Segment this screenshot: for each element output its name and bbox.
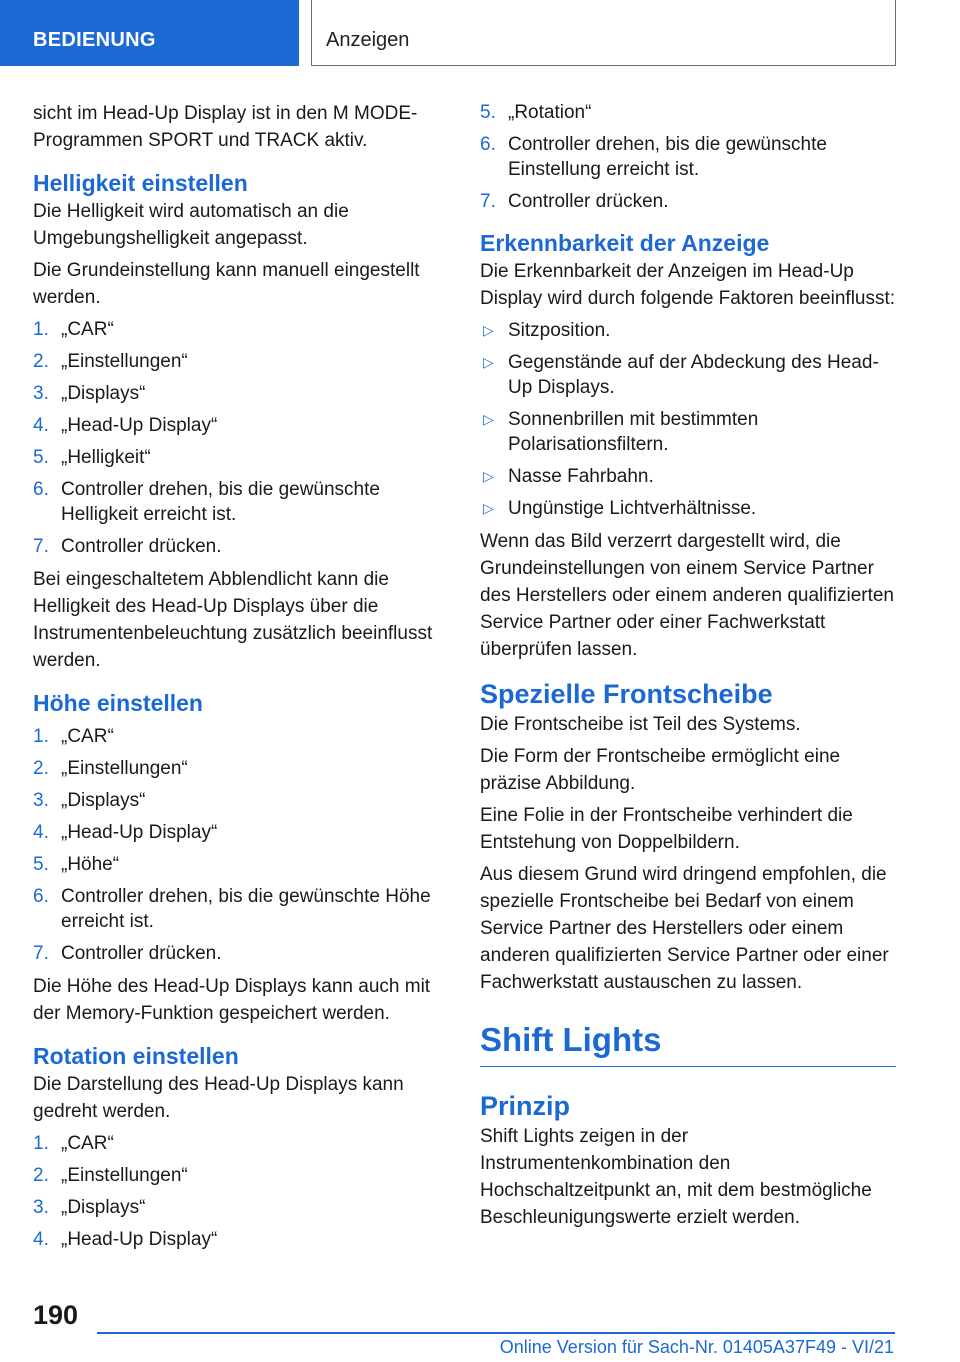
section-tab bbox=[0, 0, 299, 66]
list-item bbox=[33, 756, 449, 781]
step-text: „Head-Up Display“ bbox=[61, 822, 218, 843]
list-item bbox=[33, 852, 449, 877]
bullet-text: Gegenstände auf der Abdeckung des Head-Up Displays. bbox=[508, 352, 879, 398]
bullet-text: Sonnenbrillen mit bestimmten Polarisationsfiltern. bbox=[508, 409, 759, 455]
triangle-bullet-icon: ▷ bbox=[483, 500, 494, 516]
step-number: 3. bbox=[33, 1197, 49, 1218]
visibility-text-2: Wenn das Bild verzerrt dargestellt wird, die Grundeinstellungen von einem Service Partner des Herstellers oder einem anderen qualifizierten Service Partner oder einer Fachwerkstatt überprüfen lassen. bbox=[480, 531, 895, 660]
step-text: Controller drücken. bbox=[61, 536, 222, 557]
rotation-text: Die Darstellung des Head-Up Displays kann gedreht werden. bbox=[33, 1074, 404, 1122]
footer-text: Online Version für Sach-Nr. 01405A37F49 - VI/21 bbox=[499, 1337, 894, 1357]
list-item bbox=[33, 1131, 449, 1156]
heading-principle: Prinzip bbox=[480, 1091, 571, 1121]
step-text: Controller drehen, bis die gewünschte Helligkeit erreicht ist. bbox=[61, 479, 380, 525]
windshield-text-3: Eine Folie in der Frontscheibe verhindert die Entstehung von Doppelbildern. bbox=[480, 805, 853, 853]
triangle-bullet-icon: ▷ bbox=[483, 322, 494, 338]
bullet-text: Sitzposition. bbox=[508, 320, 611, 341]
list-item bbox=[33, 317, 449, 342]
brightness-text-1: Die Helligkeit wird automatisch an die Umgebungshelligkeit angepasst. bbox=[33, 201, 349, 249]
step-number: 5. bbox=[33, 854, 49, 875]
list-item bbox=[33, 349, 449, 374]
step-number: 5. bbox=[480, 102, 496, 123]
heading-windshield: Spezielle Frontscheibe bbox=[480, 679, 773, 709]
list-item bbox=[480, 132, 896, 182]
bullet-text: Nasse Fahrbahn. bbox=[508, 466, 654, 487]
list-item bbox=[33, 413, 449, 438]
step-text: „Displays“ bbox=[61, 383, 146, 404]
principle-text: Shift Lights zeigen in der Instrumentenkombination den Hochschaltzeitpunkt an, mit dem bestmögliche Beschleunigungswerte erzielt werden. bbox=[480, 1126, 872, 1228]
list-item bbox=[480, 464, 896, 489]
height-steps bbox=[33, 724, 449, 966]
step-number: 3. bbox=[33, 383, 49, 404]
step-text: „Head-Up Display“ bbox=[61, 415, 218, 436]
step-number: 2. bbox=[33, 758, 49, 779]
step-number: 7. bbox=[33, 536, 49, 557]
windshield-text-1: Die Frontscheibe ist Teil des Systems. bbox=[480, 714, 801, 735]
step-number: 1. bbox=[33, 319, 49, 340]
step-number: 4. bbox=[33, 1229, 49, 1250]
triangle-bullet-icon: ▷ bbox=[483, 411, 494, 427]
list-item bbox=[33, 477, 449, 527]
brightness-note: Bei eingeschaltetem Abblendlicht kann die Helligkeit des Head-Up Displays über die Instrumentenbeleuchtung zusätzlich beeinflusst werden. bbox=[33, 569, 433, 671]
list-item bbox=[480, 407, 896, 457]
list-item bbox=[33, 1227, 449, 1252]
visibility-factors bbox=[480, 318, 896, 521]
step-number: 4. bbox=[33, 415, 49, 436]
list-item bbox=[480, 318, 896, 343]
step-text: „CAR“ bbox=[61, 1133, 114, 1154]
list-item bbox=[33, 941, 449, 966]
chapter-tab bbox=[311, 0, 896, 66]
step-text: „Displays“ bbox=[61, 1197, 146, 1218]
step-text: Controller drücken. bbox=[61, 943, 222, 964]
list-item bbox=[480, 189, 896, 214]
chapter-label: Anzeigen bbox=[326, 29, 410, 51]
list-item bbox=[480, 100, 896, 125]
brightness-text-2: Die Grundeinstellung kann manuell eingestellt werden. bbox=[33, 260, 420, 308]
bullet-text: Ungünstige Lichtverhältnisse. bbox=[508, 498, 757, 519]
intro-text: sicht im Head-Up Display ist in den M MODE-Programmen SPORT und TRACK aktiv. bbox=[33, 103, 418, 151]
list-item bbox=[480, 350, 896, 400]
list-item bbox=[33, 1195, 449, 1220]
step-number: 6. bbox=[33, 479, 49, 500]
heading-visibility: Erkennbarkeit der Anzeige bbox=[480, 230, 770, 256]
chapter-heading-shift-lights: Shift Lights bbox=[480, 1018, 896, 1067]
step-number: 2. bbox=[33, 1165, 49, 1186]
section-label: BEDIENUNG bbox=[33, 29, 156, 51]
step-number: 1. bbox=[33, 1133, 49, 1154]
step-number: 5. bbox=[33, 447, 49, 468]
windshield-text-2: Die Form der Frontscheibe ermöglicht eine präzise Abbildung. bbox=[480, 746, 841, 794]
height-note: Die Höhe des Head-Up Displays kann auch mit der Memory-Funktion gespeichert werden. bbox=[33, 976, 431, 1024]
step-text: Controller drücken. bbox=[508, 191, 669, 212]
list-item bbox=[33, 534, 449, 559]
step-text: „CAR“ bbox=[61, 726, 114, 747]
left-column bbox=[33, 100, 449, 1259]
step-number: 6. bbox=[33, 886, 49, 907]
list-item bbox=[33, 820, 449, 845]
heading-height: Höhe einstellen bbox=[33, 690, 203, 716]
windshield-text-4: Aus diesem Grund wird dringend empfohlen, die spezielle Frontscheibe bei Bedarf von einem Service Partner des Herstellers oder einem anderen qualifizierten Service Partner oder einer Fachwerkstatt austauschen zu lassen. bbox=[480, 864, 889, 993]
step-number: 7. bbox=[33, 943, 49, 964]
rotation-steps bbox=[33, 1131, 449, 1252]
page-number: 190 bbox=[33, 1300, 79, 1330]
right-column bbox=[480, 100, 896, 1236]
step-text: „Displays“ bbox=[61, 790, 146, 811]
visibility-text-1: Die Erkennbarkeit der Anzeigen im Head-Up Display wird durch folgende Faktoren beeinflusst: bbox=[480, 261, 896, 309]
step-number: 7. bbox=[480, 191, 496, 212]
step-number: 2. bbox=[33, 351, 49, 372]
step-text: „Höhe“ bbox=[61, 854, 120, 875]
rotation-steps-continued bbox=[480, 100, 896, 214]
list-item bbox=[33, 1163, 449, 1188]
list-item bbox=[33, 445, 449, 470]
list-item bbox=[33, 381, 449, 406]
list-item bbox=[480, 496, 896, 521]
list-item bbox=[33, 788, 449, 813]
list-item bbox=[33, 724, 449, 749]
step-text: „Einstellungen“ bbox=[61, 758, 188, 779]
step-text: Controller drehen, bis die gewünschte Einstellung erreicht ist. bbox=[508, 134, 827, 180]
footer-divider bbox=[97, 1332, 895, 1334]
step-text: „Einstellungen“ bbox=[61, 351, 188, 372]
heading-brightness: Helligkeit einstellen bbox=[33, 170, 248, 196]
step-text: „Einstellungen“ bbox=[61, 1165, 188, 1186]
brightness-steps bbox=[33, 317, 449, 559]
step-number: 1. bbox=[33, 726, 49, 747]
step-text: „Rotation“ bbox=[508, 102, 592, 123]
step-number: 4. bbox=[33, 822, 49, 843]
step-number: 3. bbox=[33, 790, 49, 811]
triangle-bullet-icon: ▷ bbox=[483, 468, 494, 484]
triangle-bullet-icon: ▷ bbox=[483, 354, 494, 370]
step-text: „CAR“ bbox=[61, 319, 114, 340]
heading-rotation: Rotation einstellen bbox=[33, 1043, 239, 1069]
step-text: „Helligkeit“ bbox=[61, 447, 151, 468]
step-number: 6. bbox=[480, 134, 496, 155]
step-text: „Head-Up Display“ bbox=[61, 1229, 218, 1250]
step-text: Controller drehen, bis die gewünschte Höhe erreicht ist. bbox=[61, 886, 431, 932]
list-item bbox=[33, 884, 449, 934]
